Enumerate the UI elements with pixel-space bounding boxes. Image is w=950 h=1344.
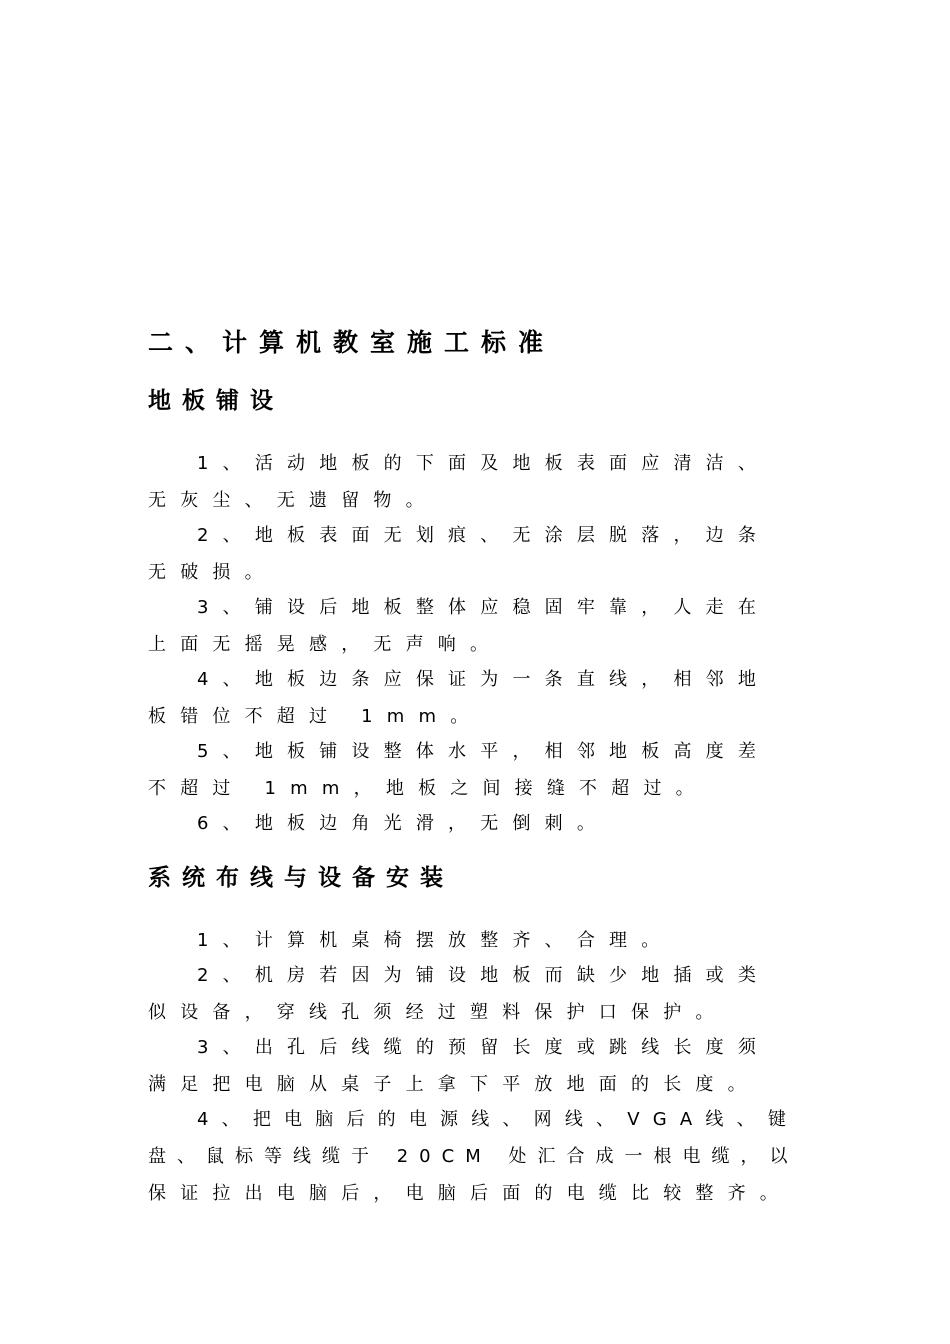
paragraph-line: 似设备，穿线孔须经过塑料保护口保护。 — [148, 1002, 728, 1023]
paragraph-line: 4、地板边条应保证为一条直线，相邻地 — [197, 669, 771, 690]
paragraph-line: 不超过 1mm，地板之间接缝不超过。 — [148, 778, 708, 799]
paragraph-line: 盘、鼠标等线缆于 20CM 处汇合成一根电缆，以 — [148, 1146, 799, 1167]
paragraph-line: 上面无摇晃感，无声响。 — [148, 634, 503, 655]
paragraph-line: 板错位不超过 1mm。 — [148, 706, 483, 727]
paragraph-line: 3、出孔后线缆的预留长度或跳线长度须 — [197, 1037, 771, 1058]
paragraph-line: 2、地板表面无划痕、无涂层脱落，边条 — [197, 525, 771, 546]
paragraph-line: 无灰尘、无遗留物。 — [148, 490, 438, 511]
paragraph-line: 满足把电脑从桌子上拿下平放地面的长度。 — [148, 1074, 760, 1095]
paragraph-line: 1、计算机桌椅摆放整齐、合理。 — [197, 930, 674, 951]
paragraph-line: 3、铺设后地板整体应稳固牢靠，人走在 — [197, 597, 771, 618]
section-heading-cabling: 系统布线与设备安装 — [148, 865, 454, 891]
paragraph-line: 6、地板边角光滑，无倒刺。 — [197, 813, 610, 834]
section-heading-floor: 地板铺设 — [148, 388, 284, 414]
paragraph-line: 4、把电脑后的电源线、网线、VGA线、键 — [197, 1109, 800, 1130]
paragraph-line: 保证拉出电脑后，电脑后面的电缆比较整齐。 — [148, 1183, 792, 1204]
paragraph-line: 5、地板铺设整体水平，相邻地板高度差 — [197, 741, 771, 762]
paragraph-line: 1、活动地板的下面及地板表面应清洁、 — [197, 453, 771, 474]
paragraph-line: 无破损。 — [148, 562, 277, 583]
page-title: 二、计算机教室施工标准 — [148, 328, 556, 357]
paragraph-line: 2、机房若因为铺设地板而缺少地插或类 — [197, 965, 771, 986]
